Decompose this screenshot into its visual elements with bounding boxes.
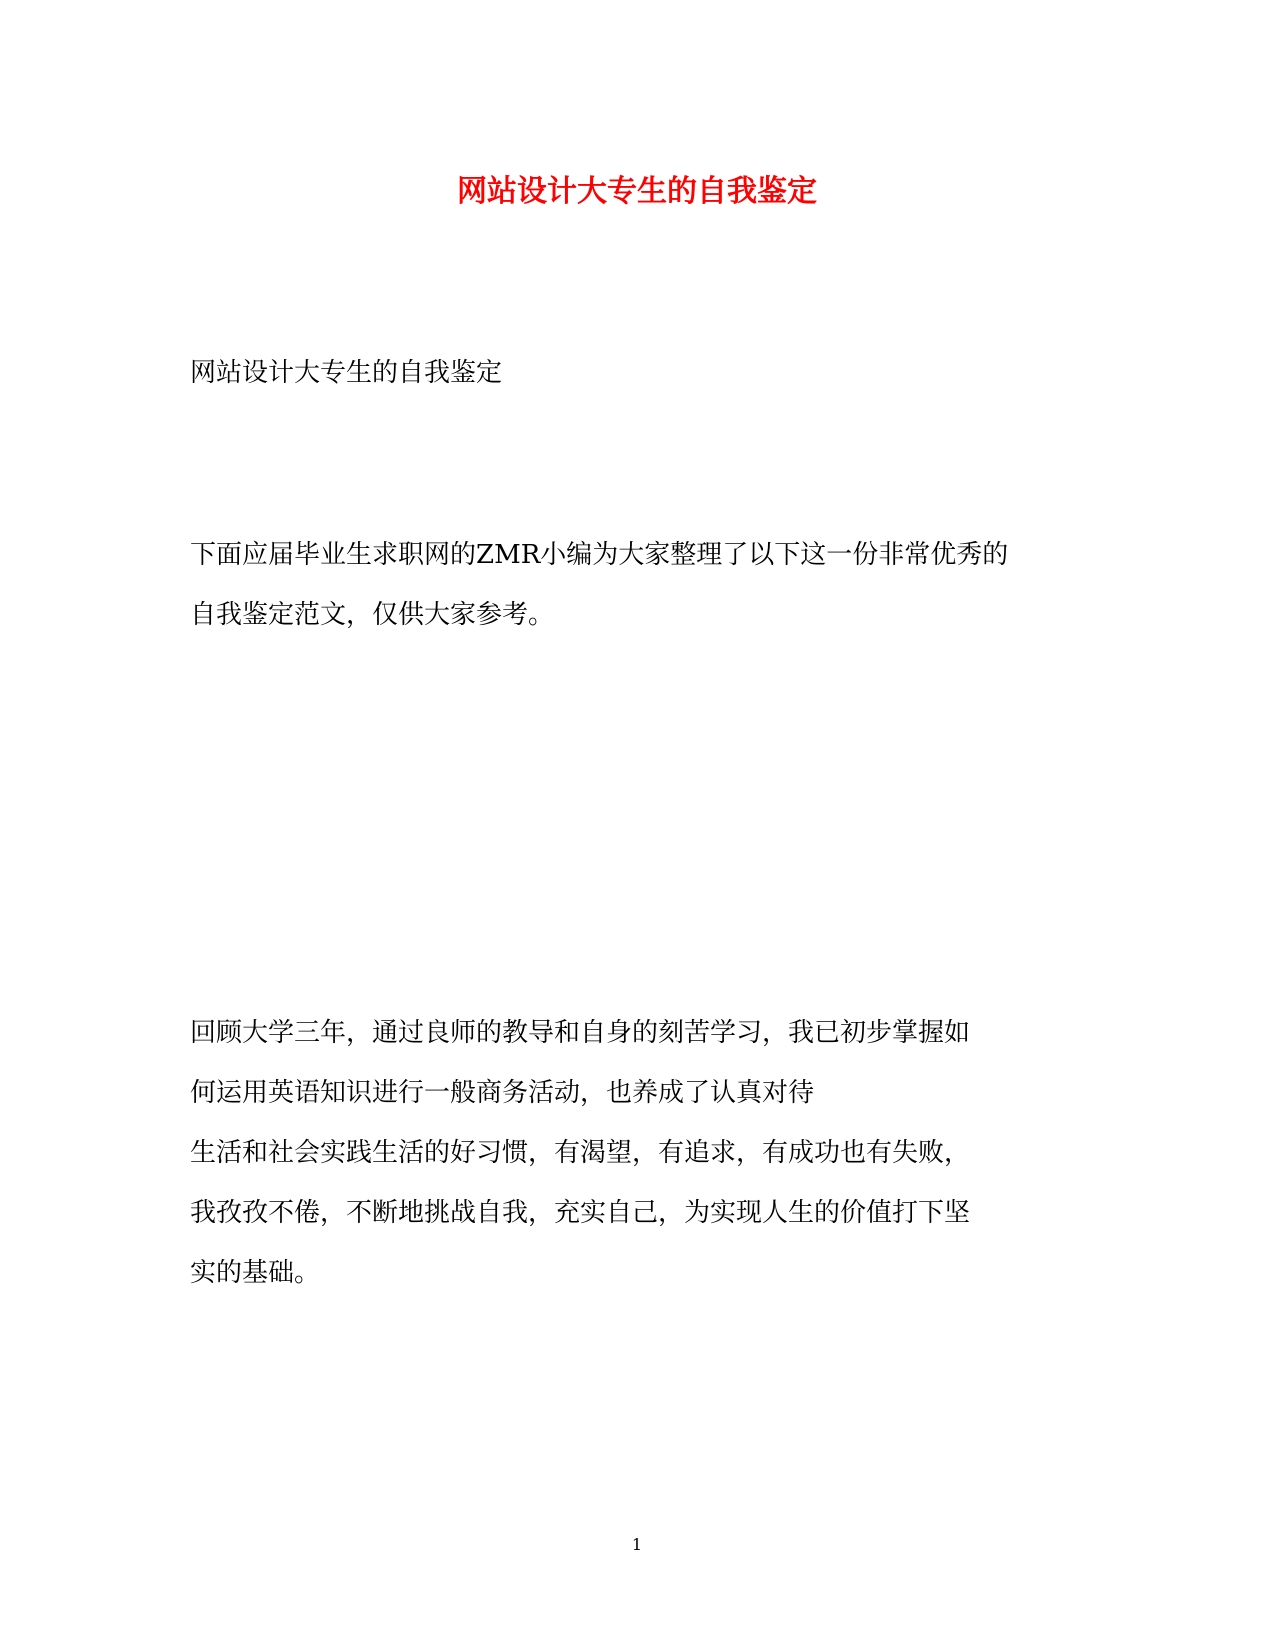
paragraph-2-line-3: 生活和社会实践生活的好习惯，有渴望，有追求，有成功也有失败， xyxy=(190,1138,971,1168)
paragraph-1-line-2: 自我鉴定范文，仅供大家参考。 xyxy=(190,600,555,630)
document-title: 网站设计大专生的自我鉴定 xyxy=(457,174,817,209)
page-number: 1 xyxy=(631,1535,643,1554)
paragraph-2-line-2: 何运用英语知识进行一般商务活动，也养成了认真对待 xyxy=(190,1078,815,1108)
document-subtitle: 网站设计大专生的自我鉴定 xyxy=(190,358,503,388)
paragraph-2-line-5: 实的基础。 xyxy=(190,1258,321,1288)
paragraph-2-line-4: 我孜孜不倦，不断地挑战自我，充实自己，为实现人生的价值打下坚 xyxy=(190,1198,971,1228)
paragraph-1-line-1: 下面应届毕业生求职网的ZMR小编为大家整理了以下这一份非常优秀的 xyxy=(190,540,1009,570)
paragraph-2-line-1: 回顾大学三年，通过良师的教导和自身的刻苦学习，我已初步掌握如 xyxy=(190,1018,971,1048)
